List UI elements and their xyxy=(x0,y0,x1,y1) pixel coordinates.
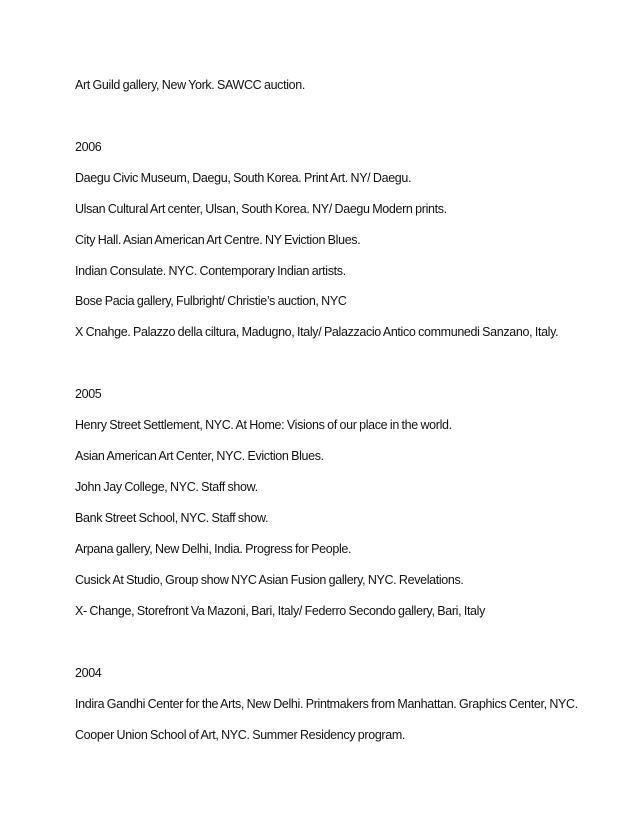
exhibition-entry: Ulsan Cultural Art center, Ulsan, South Korea. NY/ Daegu Modern prints. xyxy=(75,202,447,216)
exhibition-entry: X Cnahge. Palazzo della ciltura, Madugno, Italy/ Palazzacio Antico communedi Sanzano, Italy. xyxy=(75,325,559,339)
year-heading: 2006 xyxy=(75,140,102,154)
exhibition-entry: Arpana gallery, New Delhi, India. Progress for People. xyxy=(75,542,352,556)
exhibition-entry: Cusick At Studio, Group show NYC Asian Fusion gallery, NYC. Revelations. xyxy=(75,573,464,587)
exhibition-entry: Daegu Civic Museum, Daegu, South Korea. Print Art. NY/ Daegu. xyxy=(75,171,412,185)
exhibition-entry: Indian Consulate. NYC. Contemporary Indian artists. xyxy=(75,264,346,278)
exhibition-entry: Indira Gandhi Center for the Arts, New Delhi. Printmakers from Manhattan. Graphics Center, NYC. xyxy=(75,697,578,711)
exhibition-entry: X- Change, Storefront Va Mazoni, Bari, Italy/ Federro Secondo gallery, Bari, Italy xyxy=(75,604,485,618)
year-heading: 2005 xyxy=(75,387,102,401)
exhibition-entry: Bose Pacia gallery, Fulbright/ Christie’s auction, NYC xyxy=(75,294,347,308)
exhibition-entry: Bank Street School, NYC. Staff show. xyxy=(75,511,269,525)
exhibition-entry: Art Guild gallery, New York. SAWCC auction. xyxy=(75,78,305,92)
exhibition-entry: City Hall. Asian American Art Centre. NY Eviction Blues. xyxy=(75,233,361,247)
exhibition-entry: Henry Street Settlement, NYC. At Home: Visions of our place in the world. xyxy=(75,418,452,432)
year-heading: 2004 xyxy=(75,666,102,680)
exhibition-entry: Cooper Union School of Art, NYC. Summer Residency program. xyxy=(75,728,406,742)
exhibition-entry: Asian American Art Center, NYC. Eviction Blues. xyxy=(75,449,324,463)
exhibition-entry: John Jay College, NYC. Staff show. xyxy=(75,480,258,494)
